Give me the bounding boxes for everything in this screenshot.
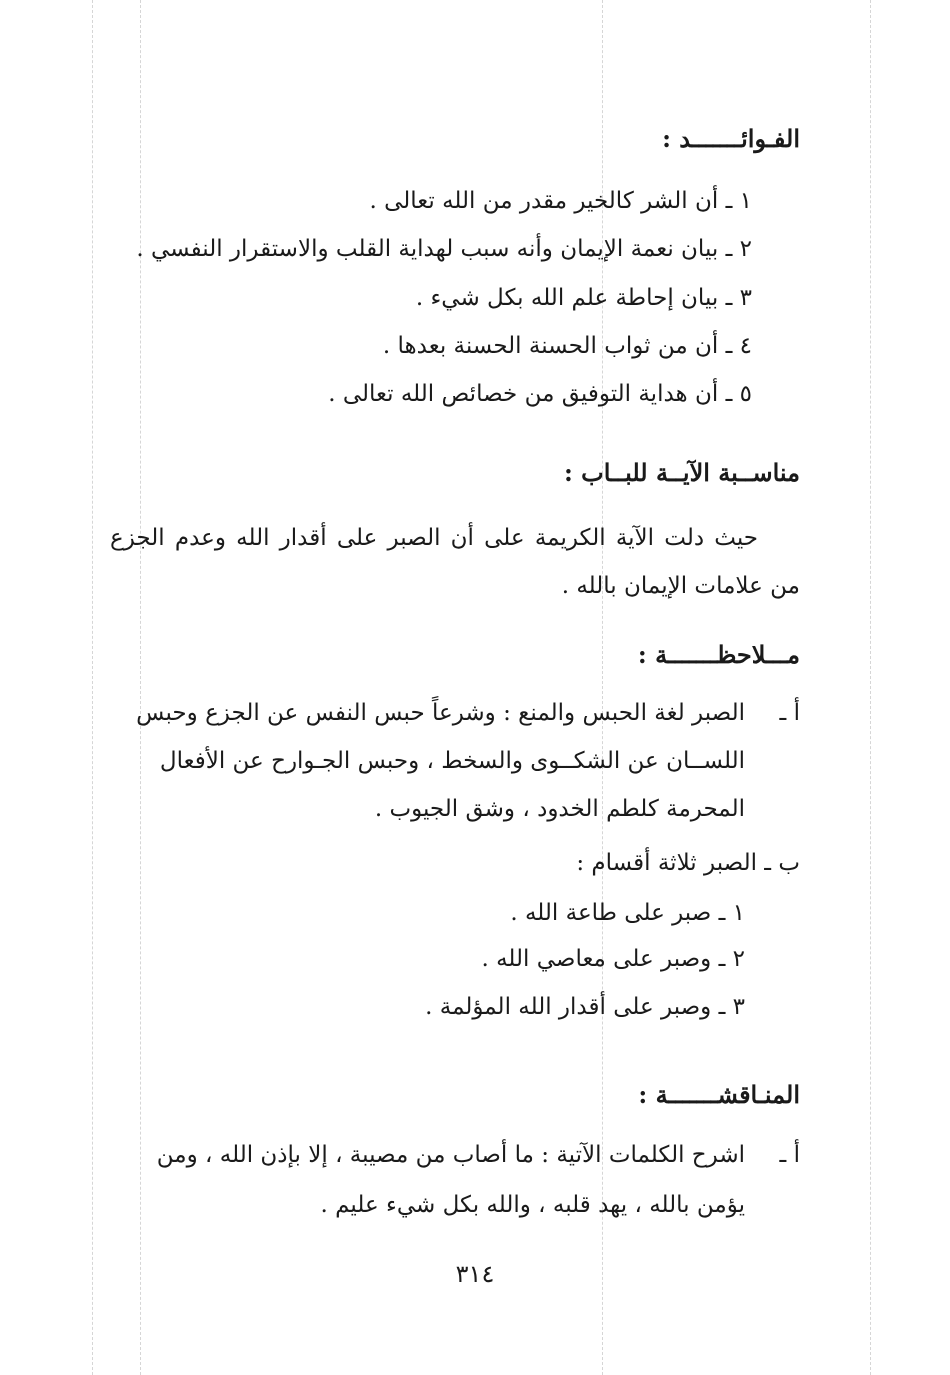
benefit-item: ٥ ـ أن هداية التوفيق من خصائص الله تعالى . [328,381,752,407]
scan-guide-line [92,0,93,1375]
scan-guide-line [870,0,871,1375]
note-b-item: ٢ ـ وصبر على معاصي الله . [481,946,745,972]
note-b-item: ١ ـ صبر على طاعة الله . [510,900,745,926]
note-b-item: ٣ ـ وصبر على أقدار الله المؤلمة . [425,994,745,1020]
discussion-heading: المنـاقشـــــــة : [638,1080,800,1109]
benefit-item: ٤ ـ أن من ثواب الحسنة الحسنة بعدها . [382,333,752,359]
note-b-line: ب ـ الصبر ثلاثة أقسام : [576,850,800,876]
benefits-heading: الفـوائـــــــد : [662,124,800,153]
discussion-a-line: اشرح الكلمات الآتية : ما أصاب من مصيبة ، إلا بإذن الله ، ومن [156,1142,745,1168]
note-a-marker: أ ـ [779,700,800,726]
discussion-a-marker: أ ـ [779,1142,800,1168]
discussion-a-line: يؤمن بالله ، يهد قلبه ، والله بكل شيء عليم . [320,1192,745,1218]
note-a-line: اللســان عن الشكــوى والسخط ، وحبس الجـوارح عن الأفعال [159,748,745,774]
scan-guide-line [140,0,141,1375]
benefit-item: ١ ـ أن الشر كالخير مقدر من الله تعالى . [369,188,752,214]
relevance-paragraph: حيث دلت الآية الكريمة على أن الصبر على أقدار الله وعدم الجزع من علامات الإيمان بالله . [110,525,800,599]
note-heading: مـــلاحظـــــــة : [637,640,800,669]
note-a-line: الصبر لغة الحبس والمنع : وشرعاً حبس النفس عن الجزع وحبس [136,700,745,726]
relevance-heading: مناســبة الآيــة للبــاب : [563,458,800,487]
benefit-item: ٢ ـ بيان نعمة الإيمان وأنه سبب لهداية القلب والاستقرار النفسي . [136,236,752,262]
page-number: ٣١٤ [455,1260,495,1288]
note-a-line: المحرمة كلطم الخدود ، وشق الجيوب . [374,796,745,822]
benefit-item: ٣ ـ بيان إحاطة علم الله بكل شيء . [415,285,752,311]
